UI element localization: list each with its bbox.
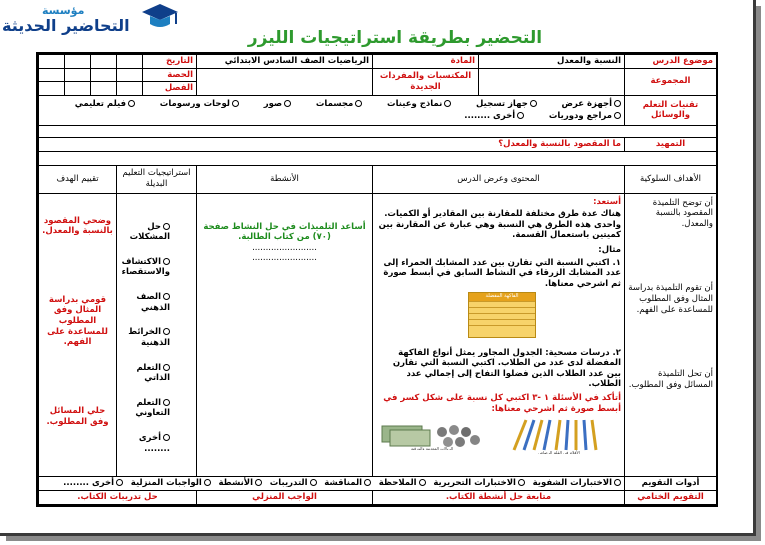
- radio-circle-icon: [163, 328, 170, 335]
- evaluation-options: [39, 476, 625, 490]
- radio-circle-icon: [444, 100, 451, 107]
- fruit-table-image: [468, 292, 536, 338]
- ready-label: أستعد:: [593, 196, 621, 207]
- activities-text: أساعد التلميذات في حل النشاط صفحة (٧٠) من كتاب الطالبة.: [203, 221, 366, 243]
- strategy-item[interactable]: التعلم الذاتي: [136, 362, 170, 384]
- assessment-item: قومي بدراسة المثال وفق المطلوب للمساعدة على الفهم.: [47, 294, 108, 348]
- period-cell: [91, 68, 117, 82]
- intro-label: التمهيد: [625, 137, 717, 151]
- class-cell: [65, 82, 91, 96]
- radio-circle-icon: [232, 100, 239, 107]
- period-label: الحصة: [143, 68, 197, 82]
- goals-header: الأهداف السلوكية: [625, 165, 717, 193]
- date-cell: [91, 55, 117, 69]
- evaluation-option[interactable]: أخرى ........: [63, 478, 123, 489]
- homework-label: الواجب المنزلي: [197, 490, 373, 504]
- date-label: التاريخ: [143, 55, 197, 69]
- page-shadow: [756, 6, 761, 539]
- radio-circle-icon: [163, 399, 170, 406]
- goal-item: أن توضح التلميذة المقصود بالنسبة والمعدل.: [652, 197, 713, 229]
- tool-option[interactable]: صور: [264, 99, 291, 110]
- radio-circle-icon: [518, 479, 525, 486]
- strategies-header: استراتيجيات التعليم البديلة: [117, 165, 197, 193]
- content-header: المحتوى وعرض الدرس: [373, 165, 625, 193]
- date-cell: [39, 55, 65, 69]
- period-cell: [39, 68, 65, 82]
- evaluation-label: أدوات التقويم: [625, 476, 717, 490]
- tool-option[interactable]: أجهزة عرض: [562, 99, 621, 110]
- radio-circle-icon: [284, 100, 291, 107]
- tool-option[interactable]: مراجع ودوريات: [549, 111, 621, 122]
- coins-caption: الريالات المعدنية والورقية: [410, 446, 454, 451]
- goal-item: أن تحل التلميذة المسائل وفق المطلوب.: [628, 369, 713, 390]
- strategies-cell: [117, 193, 197, 476]
- goal-item: أن تقوم التلميذة بدراسة المثال وفق المطلوب للمساعدة على الفهم.: [628, 283, 713, 315]
- example-1: ١. اكتبي النسبة التي تقارن بين عدد المشابك الحمراء إلى عدد المشابك الزرقاء في النشاط السابق في أبسط صورة ثم اشرحي معناها.: [383, 257, 621, 289]
- evaluation-option[interactable]: الواجبات المنزلية: [131, 478, 211, 489]
- final-label: التقويم الختامي: [625, 490, 717, 504]
- subject-value: الرياضيات الصف السادس الابتدائي: [197, 55, 373, 69]
- date-cell: [117, 55, 143, 69]
- strategy-item[interactable]: الخرائط الذهنية: [128, 327, 170, 348]
- page-title: التحضير بطريقة استراتيجيات الليزر: [247, 28, 543, 48]
- homework-text: حل تدريبات الكتاب.: [39, 490, 197, 504]
- radio-circle-icon: [419, 479, 426, 486]
- strategy-item[interactable]: أخرى ........: [138, 433, 170, 454]
- tools-options: [39, 95, 625, 125]
- activities-dots: ........................: [252, 242, 317, 253]
- spacer-row: [39, 151, 717, 165]
- strategy-item[interactable]: الاكتشاف والاستقصاء: [121, 256, 170, 278]
- period-cell: [65, 68, 91, 82]
- tools-row-1: [42, 99, 621, 110]
- lesson-topic-label: موضوع الدرس: [625, 55, 717, 69]
- radio-circle-icon: [614, 112, 621, 119]
- brand-line-2: التحاضير الحديثة: [2, 16, 130, 35]
- pencils-caption: الأقلام في القلم الرصاص: [538, 450, 580, 455]
- assessment-cell: [39, 193, 117, 476]
- radio-circle-icon: [364, 479, 371, 486]
- activities-cell: [197, 193, 373, 476]
- radio-circle-icon: [614, 479, 621, 486]
- radio-circle-icon: [204, 479, 211, 486]
- radio-circle-icon: [255, 479, 262, 486]
- brand-line-1: مؤسسة: [42, 4, 85, 17]
- coins-and-banknotes-image: [380, 420, 485, 450]
- radio-circle-icon: [355, 100, 362, 107]
- graduation-cap-icon: [140, 2, 180, 32]
- assessment-item: وضحي المقصود بالنسبة والمعدل.: [42, 215, 113, 237]
- evaluation-option[interactable]: التدريبات: [270, 478, 317, 489]
- evaluation-option[interactable]: الأنشطة: [219, 478, 263, 489]
- radio-circle-icon: [128, 100, 135, 107]
- goals-cell: [625, 193, 717, 476]
- check-text: أتأكد في الأسئلة ١ -٣ اكتبي كل نسبة على شكل كسر في أبسط صورة ثم اشرحي معناها:: [383, 393, 621, 414]
- activities-header: الأنشطة: [197, 165, 373, 193]
- final-text: متابعة حل أنشطة الكتاب.: [373, 490, 625, 504]
- tool-option[interactable]: نماذج وعينات: [387, 99, 451, 110]
- lesson-plan-table: [38, 54, 717, 505]
- radio-circle-icon: [517, 112, 524, 119]
- tool-option[interactable]: أخرى ........: [464, 111, 524, 122]
- example-label: مثال:: [598, 245, 621, 255]
- spacer-row: [39, 125, 717, 137]
- radio-circle-icon: [116, 479, 123, 486]
- evaluation-option[interactable]: الاختبارات التحريرية: [433, 478, 525, 489]
- strategy-item[interactable]: حل المشكلات: [129, 221, 170, 243]
- fruit-table-figure: [376, 292, 621, 346]
- class-cell: [39, 82, 65, 96]
- example-2: ٢. درسات مسحية: الجدول المجاور يمثل أنواع الفاكهة المفضلة لدى عدد من الطلاب. اكتبي النسبة التي تقارن بين عدد الطلاب الذين فضلوا التفاح إلى إجمالي عدد الطلاب.: [392, 347, 621, 390]
- radio-circle-icon: [163, 434, 170, 441]
- fruit-table-caption: الفاكهة المفضلة: [469, 293, 535, 301]
- ready-text: هناك عدة طرق مختلفة للمقارنة بين المقادير أو الكميات. واحدى هذه الطرق هي النسبة وهي عبارة عن المقارنة بين كميتين باستعمال القسمة.: [378, 209, 621, 241]
- content-cell: [373, 193, 625, 476]
- tools-row-2: [42, 111, 621, 122]
- lesson-topic-value: النسبة والمعدل: [479, 55, 625, 69]
- exercise-pictures: [376, 416, 621, 458]
- subject-label: المادة: [373, 55, 479, 69]
- radio-circle-icon: [163, 223, 170, 230]
- date-cell: [65, 55, 91, 69]
- evaluation-option[interactable]: الملاحظة: [379, 478, 426, 489]
- intro-text: ما المقصود بالنسبة والمعدل؟: [39, 137, 625, 151]
- publisher-logo: [2, 2, 180, 46]
- radio-circle-icon: [614, 100, 621, 107]
- radio-circle-icon: [310, 479, 317, 486]
- tool-option[interactable]: جهاز تسجيل: [476, 99, 537, 110]
- radio-circle-icon: [163, 364, 170, 371]
- tool-option[interactable]: فيلم تعليمي: [75, 99, 135, 110]
- gains-value: [197, 68, 373, 95]
- strategy-item[interactable]: الصف الذهني: [136, 292, 170, 313]
- evaluation-option[interactable]: المناقشة: [324, 478, 371, 489]
- class-cell: [91, 82, 117, 96]
- page-shadow: [6, 536, 761, 541]
- strategy-item[interactable]: التعلم التعاوني: [135, 397, 170, 419]
- class-label: الفصل: [143, 82, 197, 96]
- radio-circle-icon: [530, 100, 537, 107]
- assessment-item: حلي المسائل وفق المطلوب.: [46, 405, 109, 427]
- unit-value: [479, 68, 625, 95]
- unit-label: المجموعة: [625, 68, 717, 95]
- radio-circle-icon: [163, 293, 170, 300]
- evaluation-option[interactable]: الاختبارات الشفوية: [533, 478, 621, 489]
- tool-option[interactable]: مجسمات: [316, 99, 362, 110]
- tools-label: تقنيات التعلم والوسائل: [625, 95, 717, 125]
- activities-dots: ........................: [252, 253, 317, 264]
- radio-circle-icon: [163, 258, 170, 265]
- period-cell: [117, 68, 143, 82]
- tool-option[interactable]: لوحات ورسومات: [160, 99, 239, 110]
- pencils-image: [504, 416, 614, 454]
- class-cell: [117, 82, 143, 96]
- gains-label: المكتسبات والمفردات الجديدة: [373, 68, 479, 95]
- assessment-header: تقييم الهدف: [39, 165, 117, 193]
